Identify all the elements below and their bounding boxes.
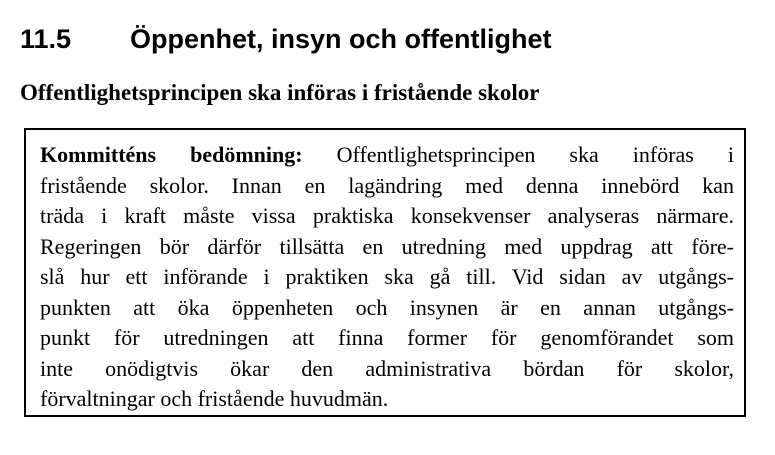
assessment-line: inte onödigtvis ökar den administrativa bördan för skolor, [40, 355, 734, 381]
assessment-line: punkten att öka öppenheten och insynen är en annan utgångs- [40, 294, 734, 320]
assessment-label: Kommitténs bedömning: [40, 142, 303, 167]
assessment-line: förvaltningar och fristående huvudmän. [40, 386, 389, 411]
section-number: 11.5 [20, 24, 72, 54]
assessment-line: Kommitténs bedömning: Offentlighetsprincipen ska införas i [40, 142, 734, 167]
section-heading [20, 22, 552, 56]
assessment-line: punkt för utredningen att finna former för genomförandet som [40, 325, 734, 350]
assessment-line: träda i kraft måste vissa praktiska konsekvenser analyseras närmare. [40, 203, 734, 228]
assessment-line: slå hur ett införande i praktiken ska gå till. Vid sidan av utgångs- [40, 264, 734, 289]
section-title: Öppenhet, insyn och offentlighet [130, 24, 552, 54]
assessment-line: Regeringen bör därför tillsätta en utredning med uppdrag att före- [40, 233, 734, 259]
assessment-line: fristående skolor. Innan en lagändring med denna innebörd kan [40, 172, 734, 198]
subheading: Offentlighetsprincipen ska införas i fristående skolor [20, 80, 540, 105]
assessment-text [40, 140, 734, 415]
